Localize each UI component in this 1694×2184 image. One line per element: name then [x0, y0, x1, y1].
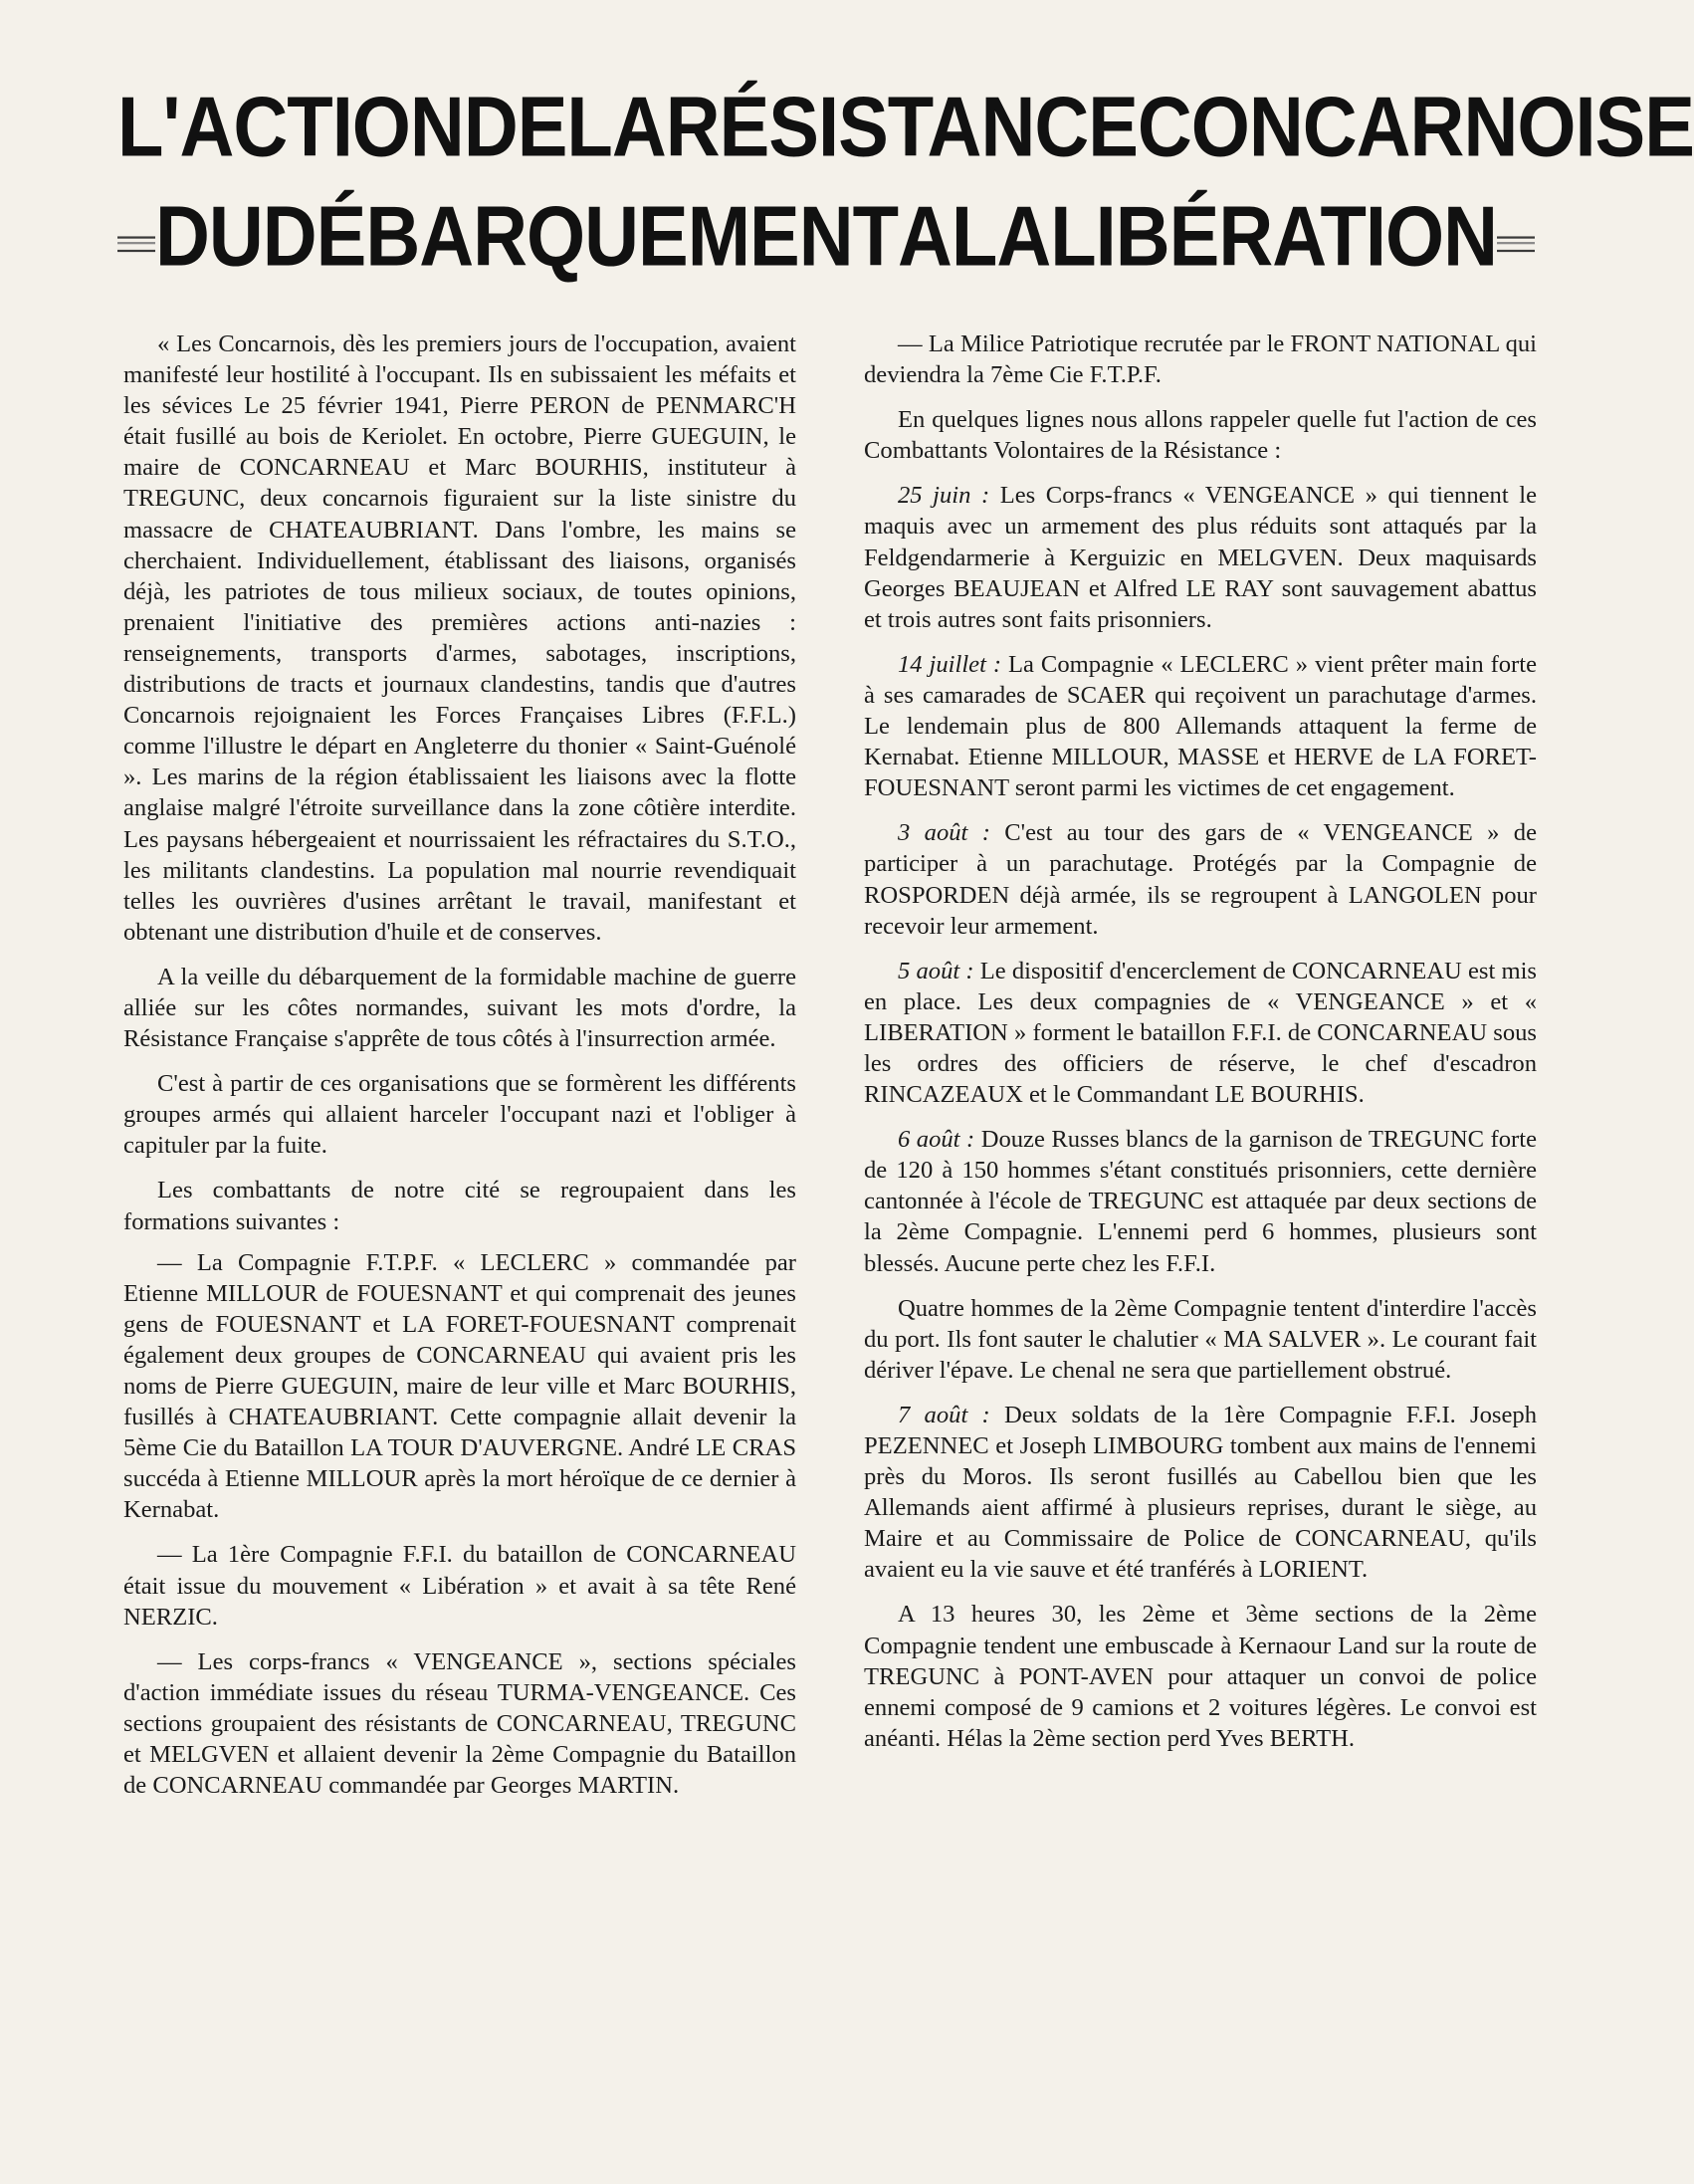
paragraph: « Les Concarnois, dès les premiers jours de l'occupation, avaient manifesté leur hostilité à l'occupant. Ils en subissaient les méfaits et les sévices Le 25 février 1941, Pierre PERON de PENMARC'H était fusillé au bois de Keriolet. En octobre, Pierre GUEGUIN, le maire de CONCARNEAU et Marc BOURHIS, instituteur à TREGUNC, deux concarnois figuraient sur la liste sinistre du massacre de CHATEAUBRIANT. Dans l'ombre, les mains se cherchaient. Individuellement, établissant des liaisons, organisés déjà, les patriotes de tous milieux sociaux, de toutes opinions, prenaient l'initiative des premières actions anti-nazies : renseignements, transports d'armes, sabotages, inscriptions, distributions de tracts et journaux clandestins, tandis que d'autres Concarnois rejoignaient les Forces Françaises Libres (F.F.L.) comme l'illustre le départ en Angleterre du thonier « Saint-Guénolé ». Les marins de la région établissaient les liaisons avec la flotte anglaise malgré l'étroite surveillance dans la zone côtière interdite. Les paysans hébergeaient et nourrissaient les réfractaires du S.T.O., les militants clandestins. La population mal nourrie revendiquait telles les ouvrières d'usines arrêtant le travail, manifestant et obtenant une distribution d'huile et de conserves.	[123, 330, 796, 946]
paragraph-text: Quatre hommes de la 2ème Compagnie tentent d'interdire l'accès du port. Ils font sauter le chalutier « MA SALVER ». Le courant fait dériver l'épave. Le chenal ne sera que partiellement obstrué.	[864, 1294, 1537, 1384]
date-label: 3 août :	[898, 819, 990, 847]
paragraph: — Les corps-francs « VENGEANCE », sections spéciales d'action immédiate issues du réseau TURMA-VENGEANCE. Ces sections groupaient des résistants de CONCARNEAU, TREGUNC et MELGVEN et allaient devenir la 2ème Compagnie du Bataillon de CONCARNEAU commandée par Georges MARTIN.	[123, 1647, 796, 1800]
title-word: A	[898, 189, 952, 285]
title-word: CONCARNOISE	[1137, 80, 1694, 175]
paragraph	[864, 1599, 1537, 1753]
paragraph	[864, 1293, 1537, 1386]
paragraph	[864, 649, 1537, 803]
paragraph	[864, 328, 1537, 390]
paragraph	[864, 404, 1537, 466]
paragraph-text: Le dispositif d'encerclement de CONCARNEAU est mis en place. Les deux compagnies de « VENGEANCE » et « LIBERATION » forment le bataillon F.F.I. de CONCARNEAU sous les ordres des officiers de réserve, le chef d'escadron RINCAZEAUX et le Commandant LE BOURHIS.	[864, 957, 1537, 1109]
paragraph-text: C'est au tour des gars de « VENGEANCE » de participer à un parachutage. Protégés par la Compagnie de ROSPORDEN déjà armée, ils se regroupent à LANGOLEN pour recevoir leur armement.	[864, 819, 1537, 940]
title-word: DU	[154, 189, 263, 285]
title-word: LA	[566, 80, 666, 175]
paragraph-text: Douze Russes blancs de la garnison de TREGUNC forte de 120 à 150 hommes s'étant constitués prisonniers, cette dernière cantonnée à l'école de TREGUNC est attaquée par deux sections de la 2ème Compagnie. L'ennemi perd 6 hommes, plusieurs sont blessés. Aucune perte chez les F.F.I.	[864, 1126, 1537, 1277]
page-title-line-2	[117, 189, 1535, 285]
title-word: LIBÉRATION	[1050, 189, 1497, 285]
paragraph: A la veille du débarquement de la formidable machine de guerre alliée sur les côtes normandes, suivant les mots d'ordre, la Résistance Française s'apprête de tous côtés à l'insurrection armée.	[123, 963, 796, 1053]
right-column	[864, 328, 1537, 1768]
date-label: 5 août :	[898, 957, 974, 984]
paragraph	[864, 956, 1537, 1110]
decorative-rule-left	[117, 236, 155, 252]
paragraph	[864, 1124, 1537, 1278]
title-word: DÉBARQUEMENT	[262, 189, 898, 285]
paragraph	[864, 817, 1537, 941]
paragraph-text: A 13 heures 30, les 2ème et 3ème sections de la 2ème Compagnie tendent une embuscade à Kernaour Land sur la route de TREGUNC à PONT-AVEN pour attaquer un convoi de police ennemi composé de 9 camions et 2 voitures légères. Le convoi est anéanti. Hélas la 2ème section perd Yves BERTH.	[864, 1601, 1537, 1752]
paragraph: Les combattants de notre cité se regroupaient dans les formations suivantes :	[123, 1177, 796, 1235]
date-label: 7 août :	[898, 1401, 990, 1428]
paragraph: C'est à partir de ces organisations que se formèrent les différents groupes armés qui allaient harceler l'occupant nazi et l'obliger à capituler par la fuite.	[123, 1070, 796, 1160]
left-column	[123, 328, 796, 1815]
paragraph	[864, 480, 1537, 634]
paragraph-text: — La Milice Patriotique recrutée par le FRONT NATIONAL qui deviendra la 7ème Cie F.T.P.F.	[864, 330, 1537, 389]
paragraph-text: En quelques lignes nous allons rappeler quelle fut l'action de ces Combattants Volontaires de la Résistance :	[864, 406, 1537, 465]
paragraph: — La 1ère Compagnie F.F.I. du bataillon de CONCARNEAU était issue du mouvement « Libération » et avait à sa tête René NERZIC.	[123, 1541, 796, 1631]
title-word: L'ACTION	[117, 80, 464, 175]
title-word: LA	[951, 189, 1051, 285]
paragraph-text: Deux soldats de la 1ère Compagnie F.F.I. Joseph PEZENNEC et Joseph LIMBOURG tombent aux mains de l'ennemi près du Moros. Ils seront fusillés au Cabellou bien que les Allemands aient affirmé à plusieurs reprises, durant le siège, au Maire et au Commissaire de Police de CONCARNEAU, qu'ils avaient eu la vie sauve et été tranférés à LORIENT.	[864, 1401, 1537, 1584]
paragraph-text: Les Corps-francs « VENGEANCE » qui tiennent le maquis avec un armement des plus réduits sont attaqués par la Feldgendarmerie à Kerguizic en MELGVEN. Deux maquisards Georges BEAUJEAN et Alfred LE RAY sont sauvagement abattus et trois autres sont faits prisonniers.	[864, 482, 1537, 633]
date-label: 14 juillet :	[898, 650, 1002, 678]
date-label: 25 juin :	[898, 482, 990, 510]
page-title-line-1	[117, 80, 1694, 175]
title-word: DE	[463, 80, 567, 175]
title-word: RÉSISTANCE	[665, 80, 1138, 175]
paragraph: — La Compagnie F.T.P.F. « LECLERC » commandée par Etienne MILLOUR de FOUESNANT et qui comprenait des jeunes gens de FOUESNANT et LA FORET-FOUESNANT comprenait également deux groupes de CONCARNEAU qui avaient pris les noms de Pierre GUEGUIN, maire de leur ville et Marc BOURHIS, fusillés à CHATEAUBRIANT. Cette compagnie allait devenir la 5ème Cie du Bataillon LA TOUR D'AUVERGNE. André LE CRAS succéda à Etienne MILLOUR après la mort héroïque de ce dernier à Kernabat.	[123, 1248, 796, 1524]
decorative-rule-right	[1497, 236, 1535, 252]
date-label: 6 août :	[898, 1126, 975, 1154]
paragraph	[864, 1400, 1537, 1586]
paragraph-text: La Compagnie « LECLERC » vient prêter main forte à ses camarades de SCAER qui reçoivent un parachutage d'armes. Le lendemain plus de 800 Allemands attaquent la ferme de Kernabat. Etienne MILLOUR, MASSE et HERVE de LA FORET-FOUESNANT seront parmi les victimes de cet engagement.	[864, 650, 1537, 802]
